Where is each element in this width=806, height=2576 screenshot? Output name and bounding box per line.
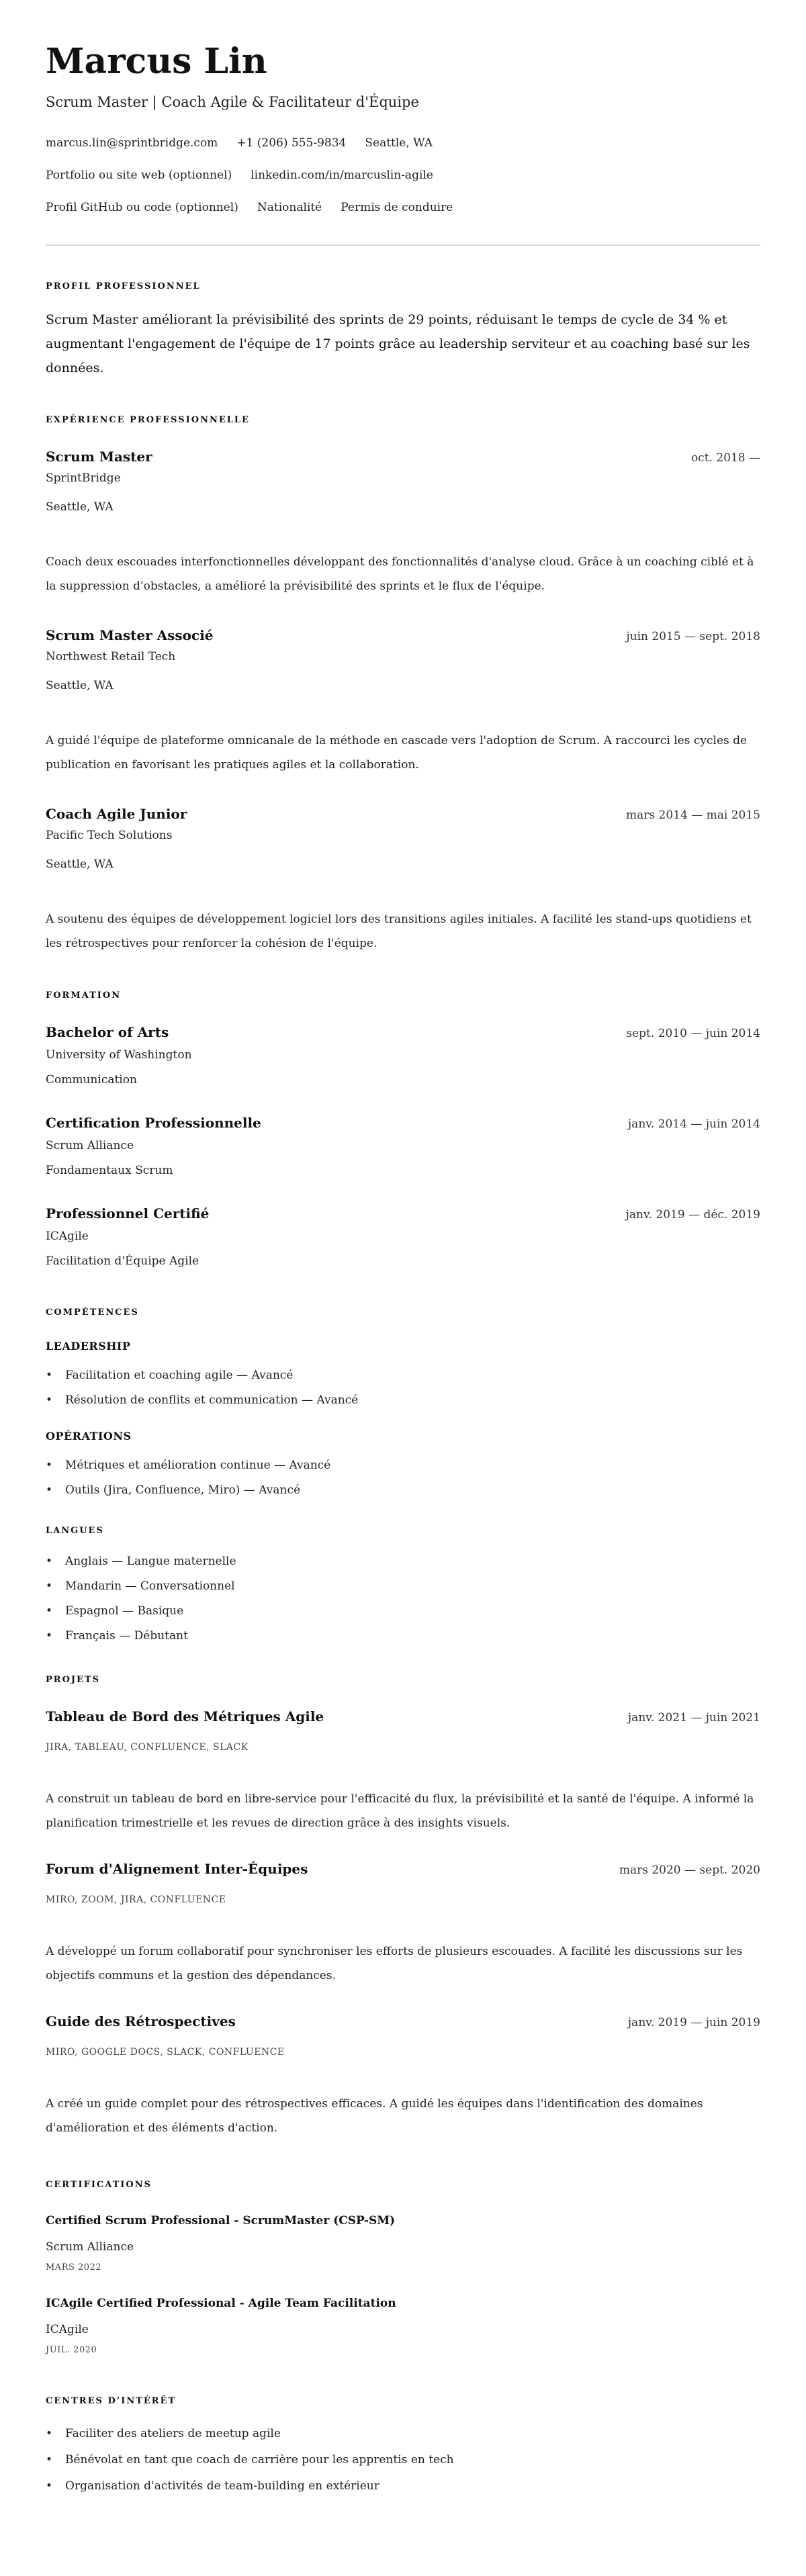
project-tags: MIRO, GOOGLE DOCS, SLACK, CONFLUENCE [46,2047,285,2058]
skill-item [46,1457,760,1474]
nationality: Nationalité [257,201,322,214]
interest-item [46,2451,760,2469]
job-title: Scrum Master Associé [46,627,214,643]
item-header [46,447,760,467]
project-description: A développé un forum collaboratif pour synchroniser les efforts de plusieurs escouades. A facilité les discussions sur les objectifs communs et la gestion des dépendances. [46,1945,743,1982]
language-item [46,1627,760,1645]
section-heading-certifications: CERTIFICATIONS [46,2180,152,2190]
location: Seattle, WA [365,136,433,150]
contact-row [46,167,760,183]
linkedin-link[interactable]: linkedin.com/in/marcuslin-agile [251,169,433,182]
list-item-text: Mandarin — Conversationnel [65,1579,235,1593]
degree: Bachelor of Arts [46,1024,169,1040]
certification-name: ICAgile Certified Professional - Agile Team Facilitation [46,2297,396,2310]
project-item [46,1859,760,1988]
job-location: Seattle, WA [46,500,114,514]
certification-date: MARS 2022 [46,2262,102,2272]
github-link[interactable]: Profil GitHub ou code (optionnel) [46,201,238,214]
skill-category: LEADERSHIP [46,1340,131,1352]
interest-item [46,2477,760,2495]
skills-list [46,1367,760,1409]
section-heading-interests: CENTRES D’INTÉRÊT [46,2396,177,2406]
company: Pacific Tech Solutions [46,829,173,842]
job-location: Seattle, WA [46,679,114,692]
bullet-icon: • [46,1459,53,1472]
list-item-text: Organisation d'activités de team-building en extérieur [65,2479,379,2493]
field-of-study: Fondamentaux Scrum [46,1164,173,1177]
email-link[interactable]: marcus.lin@sprintbridge.com [46,136,218,150]
bullet-icon: • [46,1369,53,1382]
project-description: A construit un tableau de bord en libre-service pour l'efficacité du flux, la prévisibilité et la santé de l'équipe. A informé la planification trimestrielle et les revues de direction grâce à des insights visuels. [46,1792,754,1830]
section-heading-projects: PROJETS [46,1675,101,1685]
profile-summary: Scrum Master améliorant la prévisibilité des sprints de 29 points, réduisant le temps de cycle de 34 % et augmentant l'engagement de l'équipe de 17 points grâce au leadership serviteur et au coaching basé sur les données. [46,312,750,375]
skill-item [46,1367,760,1384]
school: University of Washington [46,1048,192,1062]
language-item [46,1577,760,1595]
portfolio-link[interactable]: Portfolio ou site web (optionnel) [46,169,232,182]
bullet-icon: • [46,1555,53,1568]
experience-item [46,626,760,777]
interests-list [46,2425,760,2495]
list-item-text: Résolution de conflits et communication — Avancé [65,1393,359,1407]
list-item-text: Outils (Jira, Confluence, Miro) — Avancé [65,1483,301,1497]
section-heading-skills: COMPÉTENCES [46,1307,139,1318]
certification-name: Certified Scrum Professional - ScrumMaster (CSP-SM) [46,2214,396,2227]
skill-category: OPÉRATIONS [46,1430,132,1442]
contact-row [46,135,760,151]
bullet-icon: • [46,2479,53,2493]
project-title: Forum d'Alignement Inter-Équipes [46,1861,308,1877]
list-item-text: Français — Débutant [65,1629,188,1643]
item-header [46,804,760,825]
education-item [46,1023,760,1089]
project-dates: janv. 2021 — juin 2021 [627,1711,760,1724]
language-item [46,1553,760,1570]
skill-item [46,1391,760,1409]
education-item [46,1204,760,1270]
job-location: Seattle, WA [46,858,114,871]
job-title: Scrum Master [46,449,152,465]
driving-license: Permis de conduire [341,201,453,214]
education-dates: janv. 2019 — déc. 2019 [625,1208,760,1222]
job-title: Coach Agile Junior [46,806,187,822]
school: ICAgile [46,1230,89,1243]
certification-date: JUIL. 2020 [46,2345,97,2355]
education-dates: janv. 2014 — juin 2014 [627,1117,760,1131]
school: Scrum Alliance [46,1139,134,1152]
job-description: A soutenu des équipes de développement logiciel lors des transitions agiles initiales. A facilité les stand-ups quotidiens et les rétrospectives pour renforcer la cohésion de l'équipe. [46,913,752,950]
project-title: Guide des Rétrospectives [46,2013,236,2029]
section-heading-languages: LANGUES [46,1526,104,1536]
project-dates: mars 2020 — sept. 2020 [619,1864,760,1877]
divider [46,244,760,246]
languages-list [46,1553,760,1645]
project-tags: MIRO, ZOOM, JIRA, CONFLUENCE [46,1894,226,1905]
job-dates: oct. 2018 — [690,451,760,465]
job-description: A guidé l'équipe de plateforme omnicanale de la méthode en cascade vers l'adoption de Scrum. A raccourci les cycles de publication en favorisant les pratiques agiles et la collaboration. [46,734,748,772]
experience-item [46,804,760,956]
bullet-icon: • [46,1629,53,1643]
bullet-icon: • [46,2453,53,2467]
list-item-text: Faciliter des ateliers de meetup agile [65,2427,281,2440]
section-heading-experience: EXPÉRIENCE PROFESSIONNELLE [46,415,250,425]
item-header [46,1707,760,1727]
job-dates: juin 2015 — sept. 2018 [626,630,760,643]
certification-item [46,2295,760,2356]
list-item-text: Espagnol — Basique [65,1604,184,1618]
company: SprintBridge [46,471,121,485]
degree: Professionnel Certifié [46,1205,210,1222]
job-description: Coach deux escouades interfonctionnelles développant des fonctionnalités d'analyse cloud. Grâce à un coaching ciblé et à la suppression d'obstacles, a amélioré la prévisibilité des sprints et le flux de l'équipe. [46,555,754,593]
item-header [46,1859,760,1880]
item-header [46,1023,760,1043]
company: Northwest Retail Tech [46,650,176,663]
candidate-name: Marcus Lin [46,41,267,82]
list-item-text: Bénévolat en tant que coach de carrière pour les apprentis en tech [65,2453,454,2467]
headline: Scrum Master | Coach Agile & Facilitateur d'Équipe [46,94,419,110]
field-of-study: Communication [46,1073,137,1087]
list-item-text: Facilitation et coaching agile — Avancé [65,1369,294,1382]
experience-item [46,447,760,598]
bullet-icon: • [46,1604,53,1618]
bullet-icon: • [46,1579,53,1593]
contact-row [46,199,760,216]
project-dates: janv. 2019 — juin 2019 [627,2016,760,2029]
bullet-icon: • [46,1393,53,1407]
list-item-text: Anglais — Langue maternelle [65,1555,236,1568]
bullet-icon: • [46,2427,53,2440]
phone: +1 (206) 555-9834 [236,136,347,150]
section-heading-profile: PROFIL PROFESSIONNEL [46,281,201,291]
certification-issuer: ICAgile [46,2323,89,2336]
language-item [46,1602,760,1620]
item-header [46,2012,760,2032]
education-item [46,1113,760,1179]
project-tags: JIRA, TABLEAU, CONFLUENCE, SLACK [46,1742,249,1753]
skill-item [46,1481,760,1499]
certification-issuer: Scrum Alliance [46,2240,134,2254]
resume-header [46,42,760,216]
skills-list [46,1457,760,1499]
field-of-study: Facilitation d'Équipe Agile [46,1254,199,1268]
item-header [46,1204,760,1224]
project-item [46,1707,760,1835]
education-dates: sept. 2010 — juin 2014 [626,1027,760,1040]
degree: Certification Professionnelle [46,1115,261,1131]
section-heading-education: FORMATION [46,991,122,1001]
interest-item [46,2425,760,2442]
list-item-text: Métriques et amélioration continue — Avancé [65,1459,331,1472]
item-header [46,626,760,646]
project-item [46,2012,760,2140]
item-header [46,1113,760,1134]
project-title: Tableau de Bord des Métriques Agile [46,1708,324,1724]
bullet-icon: • [46,1483,53,1497]
certification-item [46,2213,760,2274]
job-dates: mars 2014 — mai 2015 [626,809,760,822]
project-description: A créé un guide complet pour des rétrospectives efficaces. A guidé les équipes dans l'identification des domaines d'amélioration et des éléments d'action. [46,2097,703,2135]
